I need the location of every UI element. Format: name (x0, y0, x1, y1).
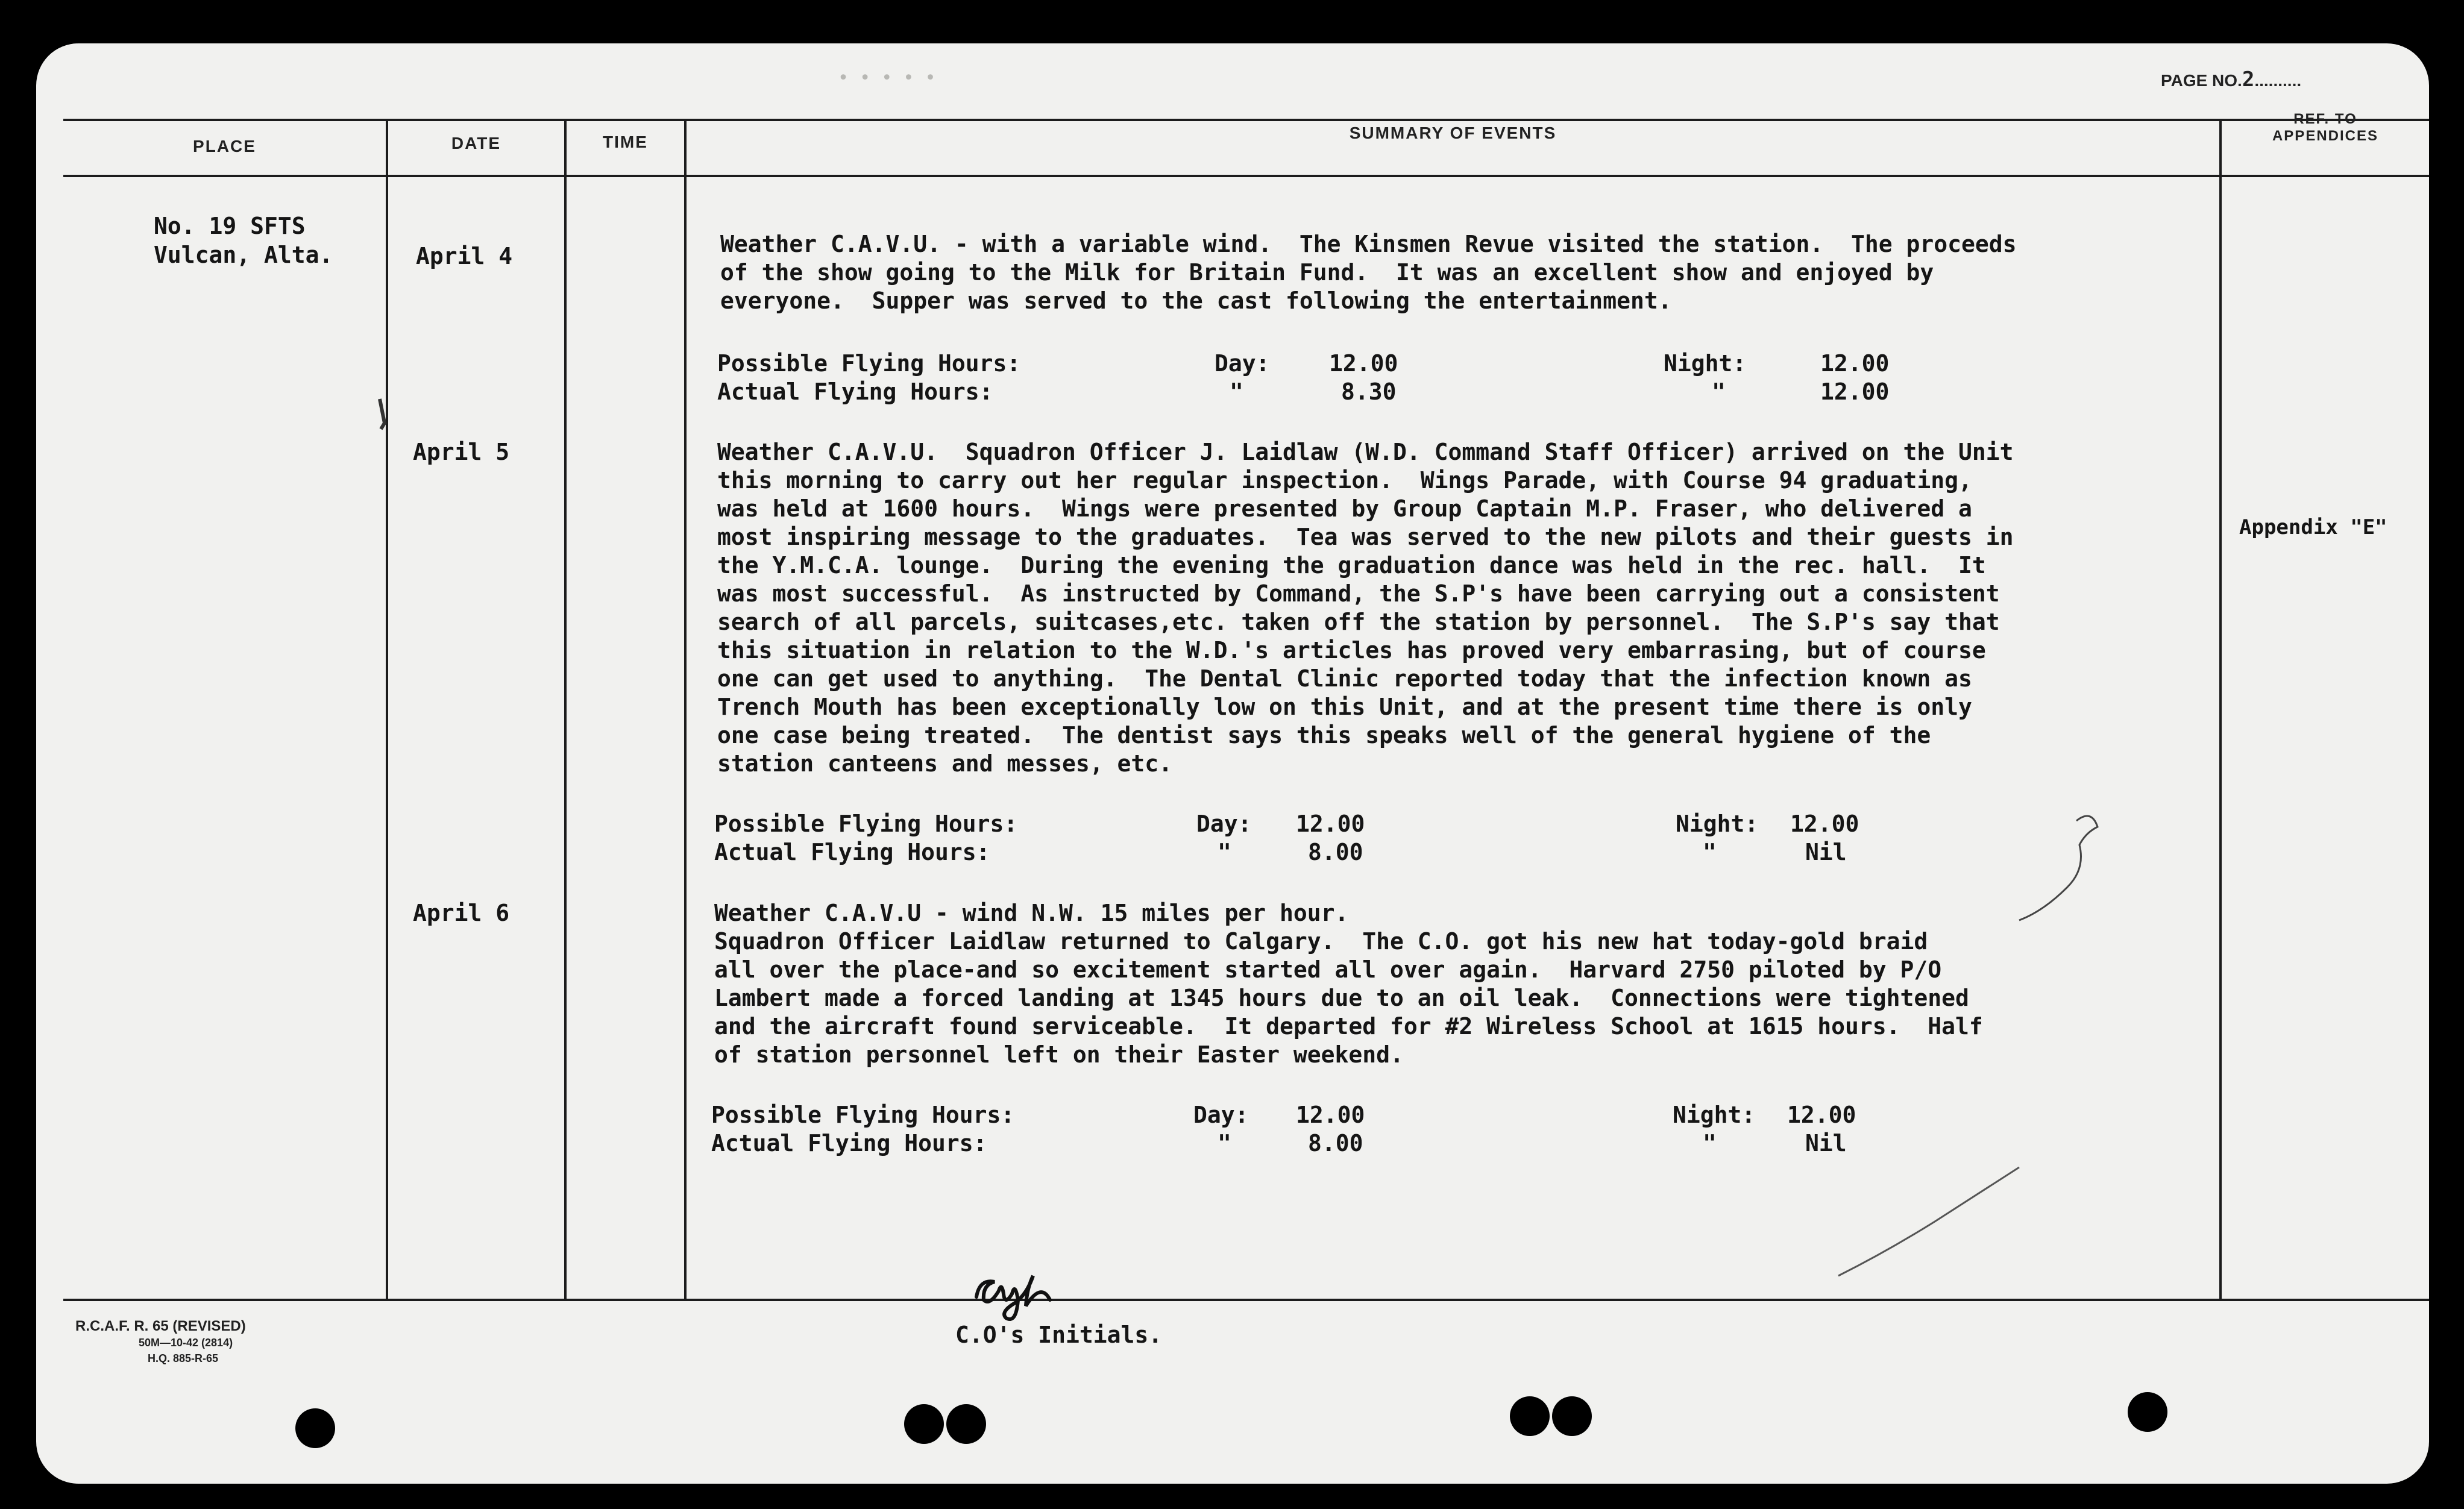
day-ditto: " (1230, 378, 1243, 405)
possible-night-value: 12.00 (1787, 1102, 1856, 1128)
actual-day-value: 8.00 (1308, 1130, 1363, 1156)
col-header-place: PLACE (193, 137, 256, 155)
punch-hole (946, 1404, 986, 1444)
entry-line: Weather C.A.V.U - wind N.W. 15 miles per hour. (714, 900, 1349, 926)
possible-night-value: 12.00 (1790, 811, 1859, 837)
col-header-ref-line1: REF. TO (2293, 111, 2357, 127)
actual-day-value: 8.00 (1308, 839, 1363, 865)
entry-line: was most successful. As instructed by Command, the S.P's have been carrying out a consistent (717, 580, 2000, 607)
entry-line: Lambert made a forced landing at 1345 hours due to an oil leak. Connections were tightened (714, 985, 1969, 1011)
night-label: Night: (1664, 350, 1747, 377)
actual-hours-label: Actual Flying Hours: (711, 1130, 987, 1156)
entry-date: April 5 (413, 439, 510, 465)
bleed-through-stamp: • • • • • (838, 67, 936, 89)
col-header-time: TIME (603, 133, 648, 151)
entry-line: this situation in relation to the W.D.'s articles has proved very embarrasing, but of course (717, 637, 1986, 664)
page-no-dots: .......... (2254, 71, 2302, 90)
entry-line: was held at 1600 hours. Wings were presented by Group Captain M.P. Fraser, who delivered a (717, 495, 1972, 522)
col-header-summary: SUMMARY OF EVENTS (1349, 124, 1557, 142)
entry-date: April 4 (416, 243, 513, 269)
night-ditto: " (1703, 839, 1717, 865)
day-ditto: " (1218, 1130, 1231, 1156)
entry-line: one can get used to anything. The Dental Clinic reported today that the infection known as (717, 665, 1972, 692)
col-header-date: DATE (451, 134, 501, 152)
actual-night-value: 12.00 (1820, 378, 1890, 405)
punch-hole (295, 1408, 335, 1448)
possible-hours-label: Possible Flying Hours: (711, 1102, 1015, 1128)
entry-line: this morning to carry out her regular inspection. Wings Parade, with Course 94 graduating, (717, 467, 1972, 494)
form-number-line-2: 50M—10-42 (2814) (139, 1337, 233, 1349)
entry-line: of station personnel left on their Easter weekend. (714, 1041, 1404, 1068)
entry-line: all over the place-and so excitement started all over again. Harvard 2750 piloted by P/O (714, 956, 1942, 983)
co-signature (964, 1255, 1097, 1321)
entry-line: Squadron Officer Laidlaw returned to Calgary. The C.O. got his new hat today-gold braid (714, 928, 1928, 955)
possible-hours-label: Possible Flying Hours: (717, 350, 1021, 377)
actual-day-value: 8.30 (1341, 378, 1397, 405)
actual-night-value: Nil (1805, 1130, 1847, 1156)
entry-line: the Y.M.C.A. lounge. During the evening the graduation dance was held in the rec. hall. It (717, 552, 1986, 579)
night-ditto: " (1712, 378, 1726, 405)
form-number-line-1: R.C.A.F. R. 65 (REVISED) (75, 1318, 246, 1334)
form-sheet (36, 43, 2429, 1484)
appendix-reference: Appendix "E" (2239, 515, 2387, 539)
entry-line: Weather C.A.V.U. - with a variable wind. The Kinsmen Revue visited the station. The proceeds (720, 231, 2017, 257)
punch-hole (2128, 1392, 2167, 1432)
possible-day-value: 12.00 (1296, 811, 1365, 837)
pencil-marks (36, 43, 2429, 1484)
entry-line: Trench Mouth has been exceptionally low on this Unit, and at the present time there is only (717, 694, 1972, 720)
actual-hours-label: Actual Flying Hours: (714, 839, 990, 865)
actual-night-value: Nil (1805, 839, 1847, 865)
entry-line: of the show going to the Milk for Britain Fund. It was an excellent show and enjoyed by (720, 259, 1934, 286)
col-header-ref-line2: APPENDICES (2272, 128, 2379, 144)
co-initials-label: C.O's Initials. (955, 1322, 1163, 1348)
possible-hours-label: Possible Flying Hours: (714, 811, 1018, 837)
possible-night-value: 12.00 (1820, 350, 1890, 377)
day-label: Day: (1215, 350, 1270, 377)
night-label: Night: (1673, 1102, 1756, 1128)
page-no-label: PAGE NO. (2161, 71, 2242, 90)
night-label: Night: (1676, 811, 1759, 837)
form-number-line-3: H.Q. 885-R-65 (148, 1352, 219, 1364)
possible-day-value: 12.00 (1329, 350, 1398, 377)
place-line-1: No. 19 SFTS (154, 213, 306, 239)
punch-hole (1552, 1396, 1592, 1436)
entry-line: and the aircraft found serviceable. It departed for #2 Wireless School at 1615 hours. Half (714, 1013, 1983, 1040)
place-line-2: Vulcan, Alta. (154, 242, 333, 268)
entry-line: everyone. Supper was served to the cast following the entertainment. (720, 287, 1672, 314)
page-no-value: 2 (2242, 67, 2255, 92)
entry-line: station canteens and messes, etc. (717, 750, 1172, 777)
day-label: Day: (1193, 1102, 1249, 1128)
entry-line: most inspiring message to the graduates. Tea was served to the new pilots and their guests in (717, 524, 2014, 550)
actual-hours-label: Actual Flying Hours: (717, 378, 993, 405)
entry-line: search of all parcels, suitcases,etc. taken off the station by personnel. The S.P's say that (717, 609, 2000, 635)
entry-date: April 6 (413, 900, 510, 926)
entry-line: Weather C.A.V.U. Squadron Officer J. Laidlaw (W.D. Command Staff Officer) arrived on the Unit (717, 439, 2014, 465)
entry-line: one case being treated. The dentist says this speaks well of the general hygiene of the (717, 722, 1931, 748)
day-ditto: " (1218, 839, 1231, 865)
day-label: Day: (1196, 811, 1252, 837)
punch-hole (904, 1404, 944, 1444)
possible-day-value: 12.00 (1296, 1102, 1365, 1128)
night-ditto: " (1703, 1130, 1717, 1156)
punch-hole (1510, 1396, 1550, 1436)
